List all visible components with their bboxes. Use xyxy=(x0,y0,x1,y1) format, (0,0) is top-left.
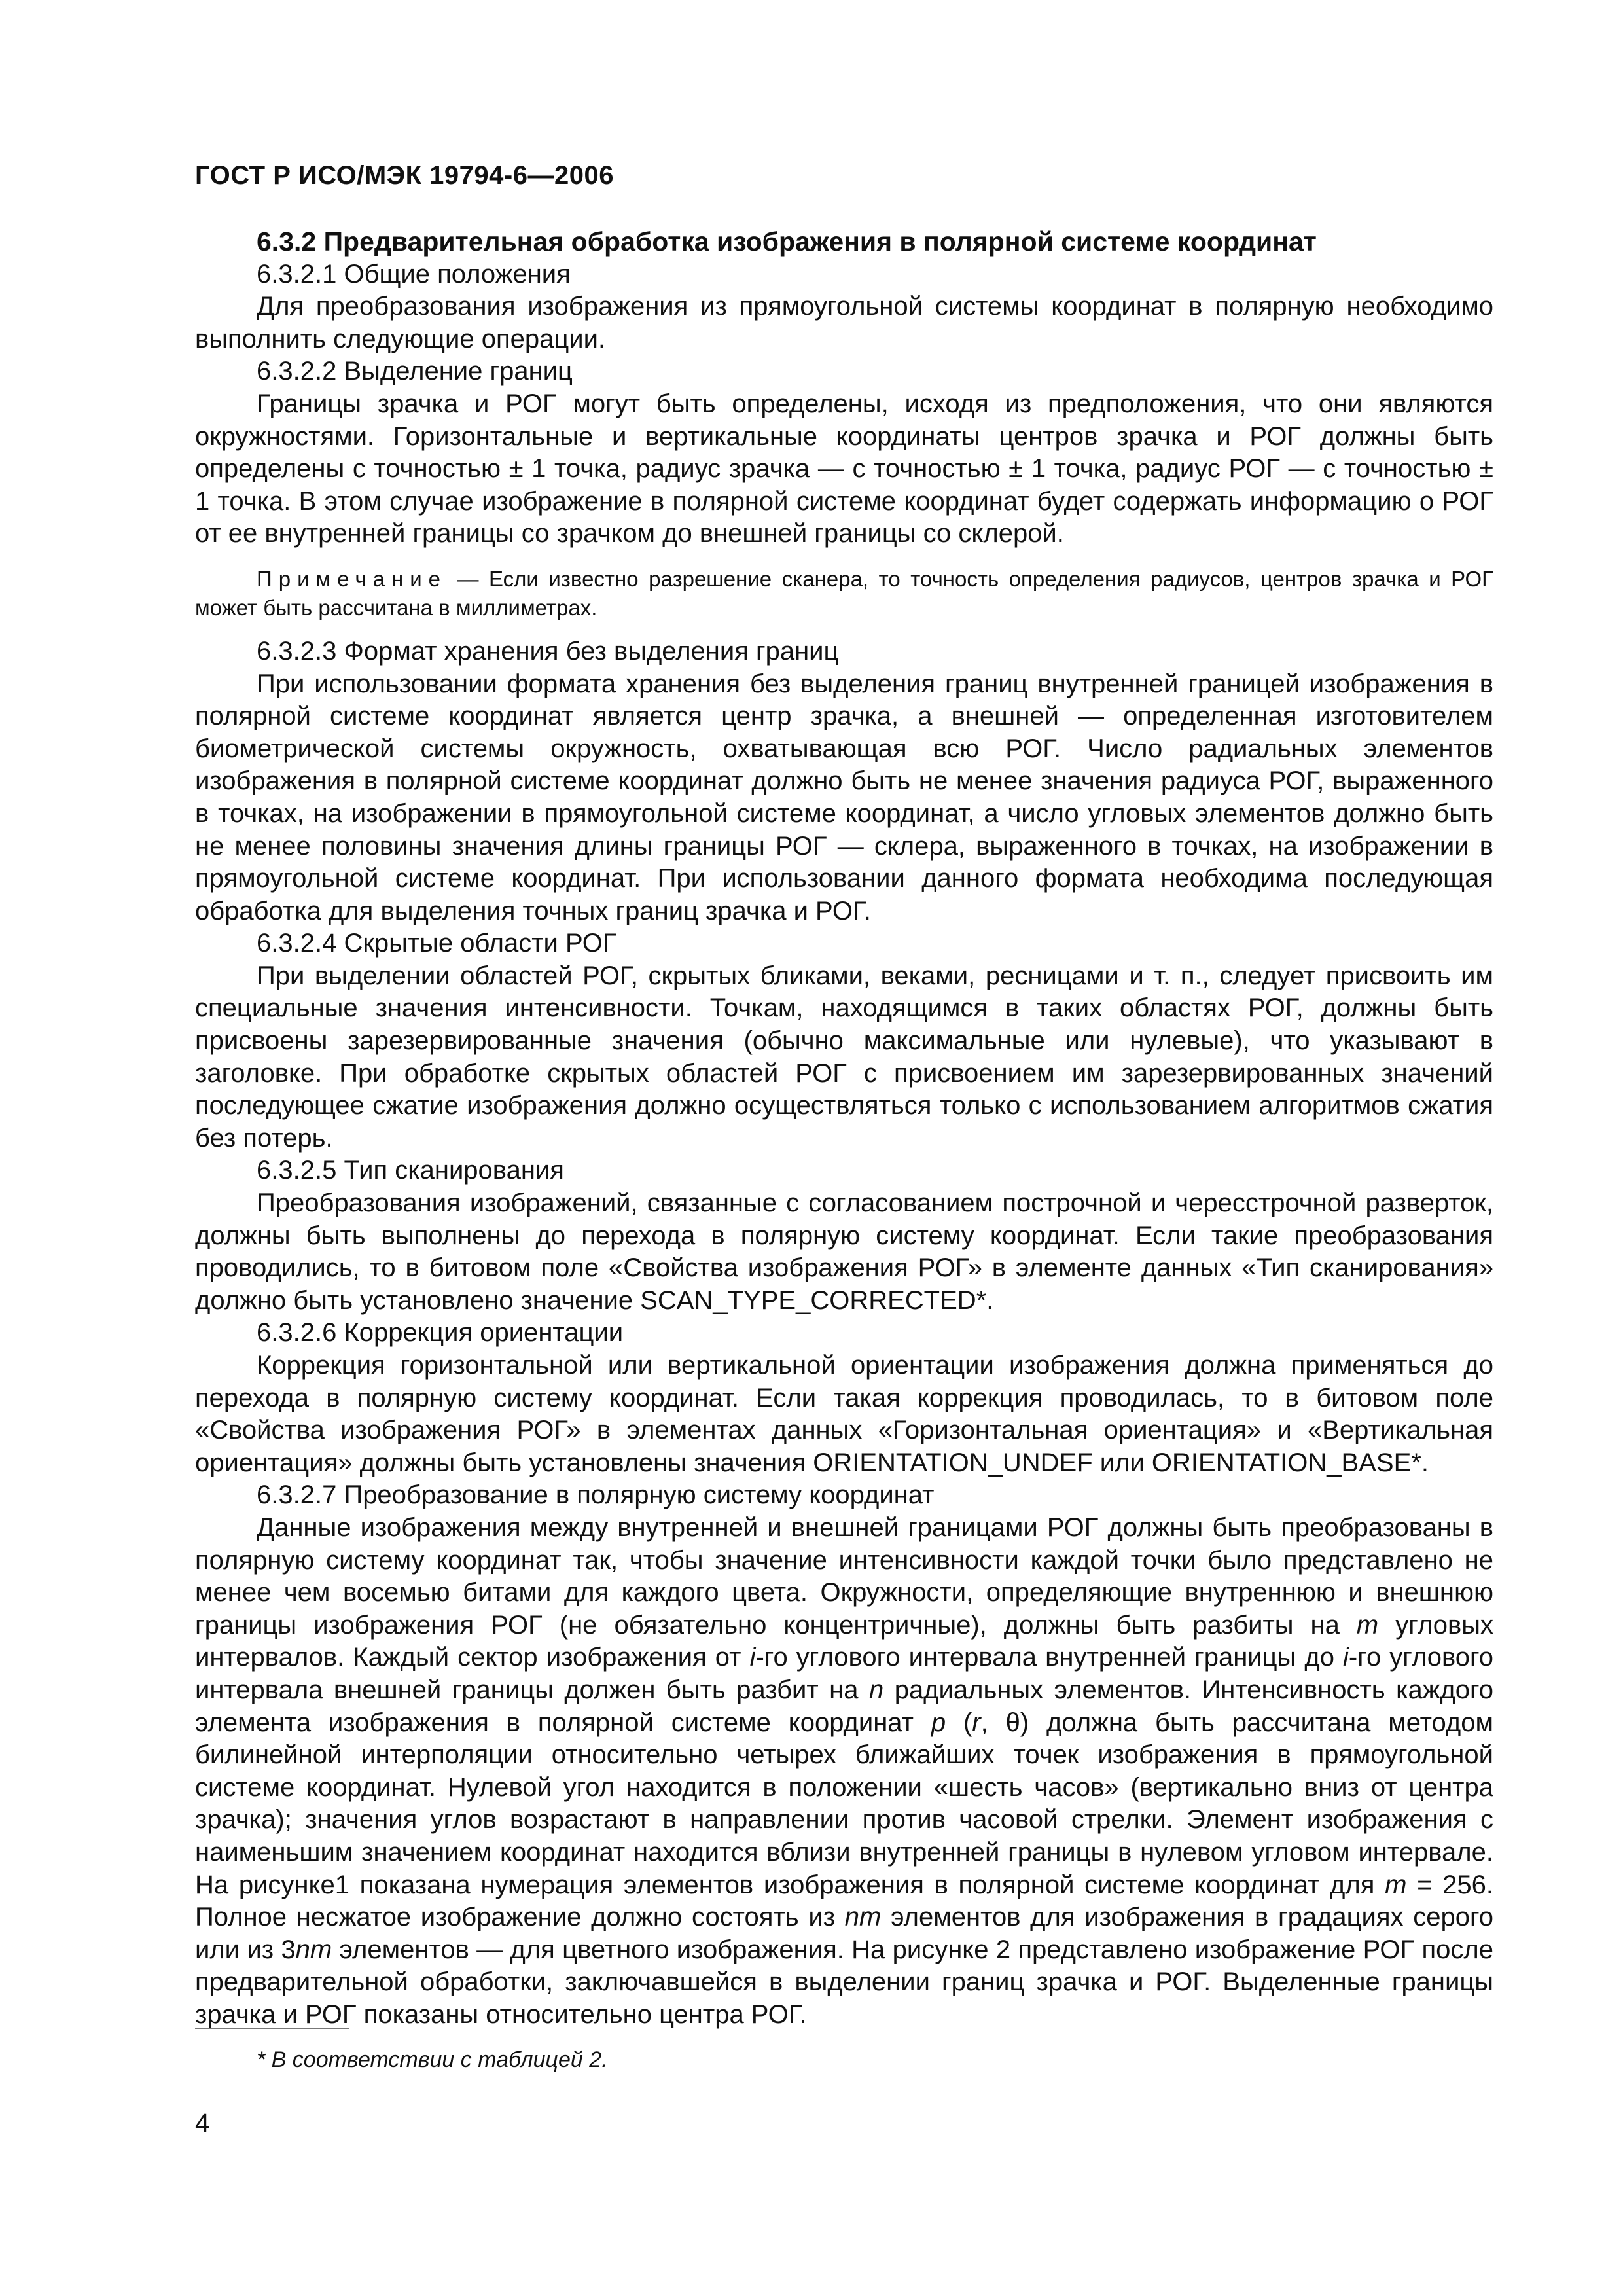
text-run: элементов — для цветного изображения. На рисунке 2 представлено изображение РОГ после предварительной обработки, заключавшейся в выделении границ зрачка и РОГ. Выделенные границы зрачка и РОГ показаны относительно центра РОГ. xyxy=(195,1935,1494,2029)
standard-header: ГОСТ Р ИСО/МЭК 19794-6—2006 xyxy=(195,161,614,190)
note-text: — Если известно разрешение сканера, то точность определения радиусов, центров зрачка и РОГ может быть рассчитана в миллиметрах. xyxy=(195,566,1493,620)
subsection-heading-7: 6.3.2.7 Преобразование в полярную систему координат xyxy=(257,1480,935,1510)
text-run: ( xyxy=(946,1708,972,1737)
subsection-heading-2: 6.3.2.2 Выделение границ xyxy=(257,357,573,386)
note-label: Примечание xyxy=(257,566,448,591)
variable-p: p xyxy=(931,1708,946,1737)
subsection-text-5: Преобразования изображений, связанные с согласованием построчной и чересстрочной разверток, должны быть выполнены до перехода в полярную систему координат. Если такие преобразования проводились, то в битовом поле «Свойства изображения РОГ» в элементе данных «Тип сканирования» должно быть установлено значение SCAN_TYPE_CORRECTED*. xyxy=(195,1189,1493,1315)
variable-m: m xyxy=(1385,1870,1407,1899)
variable-i: i xyxy=(1343,1643,1349,1672)
variable-i: i xyxy=(749,1643,756,1672)
subsection-heading-4: 6.3.2.4 Скрытые области РОГ xyxy=(257,929,617,958)
variable-m: m xyxy=(1356,1610,1379,1640)
subsection-text-2: Границы зрачка и РОГ могут быть определены, исходя из предположения, что они являются окружностями. Горизонтальные и вертикальные координаты центров зрачка и РОГ должны быть определены с точностью ± 1 точка, радиус зрачка — с точностью ± 1 точка, радиус РОГ — с точностью ± 1 точка. В этом случае изображение в полярной системе координат будет содержать информацию о РОГ от ее внутренней границы со зрачком до внешней границы со склерой. xyxy=(195,389,1493,548)
text-run: угловых интервалов. Каждый сектор изображения от xyxy=(195,1610,1493,1672)
page-body xyxy=(195,226,1493,2031)
footnote-divider xyxy=(195,2028,349,2029)
subsection-text-3: При использовании формата хранения без выделения границ внутренней границей изображения в полярной системе координат является центр зрачка, а внешней — определенная изготовителем биометрической системы окружность, охватывающая всю РОГ. Число радиальных элементов изображения в полярной системе координат должно быть не менее значения радиуса РОГ, выраженного в точках, на изображении в прямоугольной системе координат, а число угловых элементов должно быть не менее половины значения длины границы РОГ — склера, выраженного в точках, на изображении в прямоугольной системе координат. При использовании данного формата необходима последующая обработка для выделения точных границ зрачка и РОГ. xyxy=(195,669,1493,925)
text-run: -го углового интервала внешней границы должен быть разбит на xyxy=(195,1643,1494,1704)
subsection-text-6: Коррекция горизонтальной или вертикальной ориентации изображения должна применяться до перехода в полярную систему координат. Если такая коррекция проводилась, то в битовом поле «Свойства изображения РОГ» в элементах данных «Горизонтальная ориентация» и «Вертикальная ориентация» должны быть установлены значения ORIENTATION_UNDEF или ORIENTATION_BASE*. xyxy=(195,1351,1493,1477)
subsection-heading-3: 6.3.2.3 Формат хранения без выделения границ xyxy=(257,636,839,666)
page-number: 4 xyxy=(195,2109,210,2138)
text-run: = 256. Полное несжатое изображение должно состоять из xyxy=(195,1870,1494,1932)
variable-r: r xyxy=(972,1708,981,1737)
variable-n: n xyxy=(868,1675,884,1704)
subsection-text-4: При выделении областей РОГ, скрытых бликами, веками, ресницами и т. п., следует присвоить им специальные значения интенсивности. Точкам, находящимся в таких областях РОГ, должны быть присвоены зарезервированные значения (обычно максимальные или нулевые), что указывают в заголовке. При обработке скрытых областей РОГ с присвоением им зарезервированных значений последующее сжатие изображения должно осуществляться только с использованием алгоритмов сжатия без потерь. xyxy=(195,961,1493,1153)
text-run: Данные изображения между внутренней и внешней границами РОГ должны быть преобразованы в полярную систему координат так, чтобы значение интенсивности каждой точки было представлено не менее чем восемью битами для каждого цвета. Окружности, определяющие внутреннюю и внешнюю границы изображения РОГ (не обязательно концентричные), должны быть разбиты на xyxy=(195,1513,1493,1640)
subsection-heading-6: 6.3.2.6 Коррекция ориентации xyxy=(257,1318,624,1348)
text-run: , θ) должна быть рассчитана методом билинейной интерполяции относительно четырех ближайших точек изображения в прямоугольной системе координат. Нулевой угол находится в положении «шесть часов» (вертикально вниз от центра зрачка); значения углов возрастают в направлении против часовой стрелки. Элемент изображения с наименьшим значением координат находится вблизи внутренней границы в нулевом угловом интервале. На рисунке1 показана нумерация элементов изображения в полярной системе координат для xyxy=(195,1708,1493,1899)
subsection-text-1: Для преобразования изображения из прямоугольной системы координат в полярную необходимо выполнить следующие операции. xyxy=(195,292,1493,353)
subsection-heading-5: 6.3.2.5 Тип сканирования xyxy=(257,1156,564,1185)
subsection-heading-1: 6.3.2.1 Общие положения xyxy=(257,259,571,289)
subsection-text-7 xyxy=(195,1512,1493,2032)
variable-nm: nm xyxy=(295,1935,332,1964)
text-run: элементов для изображения в градациях серого или из 3 xyxy=(195,1903,1493,1964)
text-run: радиальных элементов. Интенсивность каждого элемента изображения в полярной системе координат xyxy=(195,1675,1494,1737)
text-run: -го углового интервала внутренней границы до xyxy=(755,1643,1344,1672)
section-title: 6.3.2 Предварительная обработка изображения в полярной системе координат xyxy=(257,226,1317,257)
variable-nm: nm xyxy=(844,1903,882,1932)
note xyxy=(195,565,1493,622)
footnote: * В соответствии с таблицей 2. xyxy=(257,2047,608,2072)
